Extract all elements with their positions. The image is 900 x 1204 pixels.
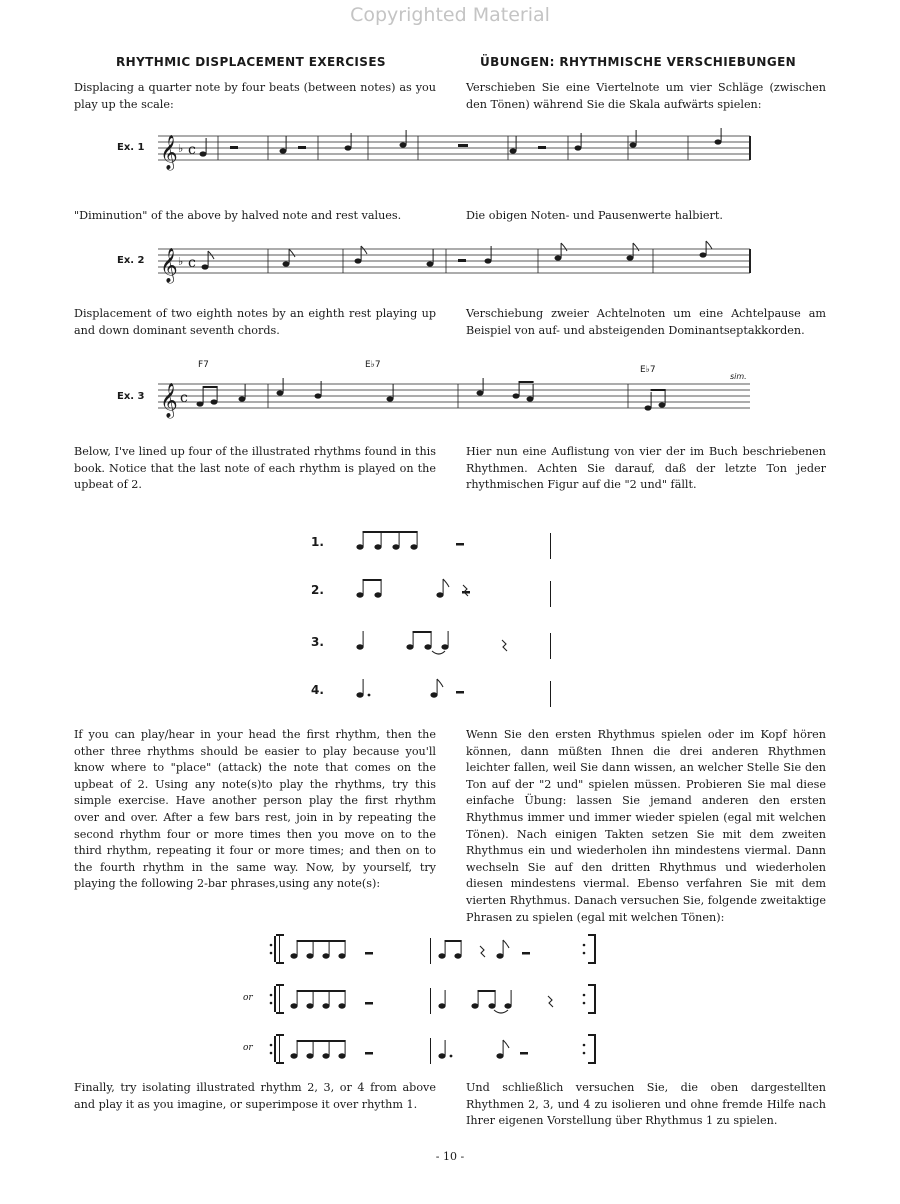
svg-text:𝄞: 𝄞 [160, 248, 178, 283]
rhythm-3-label: 3. [311, 635, 324, 649]
paragraph-de-4: Hier nun eine Auflistung von vier der im Buch beschriebenen Rhythmen. Achten Sie darauf, daß der letzte Ton jeder rhythmischen Figur auf die "2 und" fällt. [466, 445, 826, 492]
paragraph-de-3: Verschiebung zweier Achtelnoten um eine Achtelpause am Beispiel von auf- und absteigenden Dominantseptakkorden. [466, 307, 826, 337]
paragraph-de-5: Wenn Sie den ersten Rhythmus spielen oder im Kopf hören können, dann müßten Ihnen die drei anderen Rhythmen leichter fallen, weil Sie dann wissen, an welcher Stelle Sie den Ton auf der "2 und" spielen müssen. Probieren Sie mal diese einfache Übung: lassen Sie jemand anderen den ersten Rhythmus immer und immer wieder spielen (egal mit welchen Tönen). Nach einigen Takten setzen Sie mit dem zweiten Rhythmus ein und wiederholen ihn mindestens viermal. Dann wechseln Sie auf den dritten Rhythmus und wiederholen diesen mindestens viermal. Ebenso verfahren Sie mit dem vierten Rhythmus. Danach versuchen Sie, folgende zweitaktige Phrasen zu spielen (egal mit welchen Tönen): [466, 728, 826, 924]
rhythm-4-label: 4. [311, 683, 324, 697]
two-bar-phrases [270, 928, 610, 1068]
paragraph-en-3: Displacement of two eighth notes by an eighth rest playing up and down dominant seventh chords. [74, 307, 436, 337]
svg-text:♭: ♭ [178, 142, 184, 155]
example-3-staff [158, 376, 758, 426]
chord-f7: F7 [198, 360, 209, 370]
paragraph-en-2: "Diminution" of the above by halved note and rest values. [74, 209, 402, 222]
svg-text:c: c [188, 255, 196, 271]
or-label-1: or [243, 993, 253, 1003]
heading-german: ÜBUNGEN: RHYTHMISCHE VERSCHIEBUNGEN [480, 55, 797, 69]
paragraph-en-1: Displacing a quarter note by four beats (between notes) as you play up the scale: [74, 81, 436, 111]
rhythm-figures [350, 525, 565, 710]
svg-text:𝄞: 𝄞 [160, 383, 178, 418]
page-number: - 10 - [435, 1150, 465, 1163]
svg-text:𝄞: 𝄞 [160, 135, 178, 170]
svg-text:c: c [180, 390, 188, 406]
paragraph-en-5: If you can play/hear in your head the first rhythm, then the other three rhythms should be easier to play because you'll know where to "place" (attack) the note that comes on the upbeat of 2. Using any note(s)to play the rhythms, try this simple exercise. Have another person play the first rhythm over and over. After a few bars rest, join in by repeating the second rhythm four or more times then you move on to the third rhythm, repeating it four or more times; and then on to the fourth rhythm in the same way. Now, by yourself, try playing the following 2-bar phrases,using any note(s): [74, 728, 436, 891]
svg-text:♭: ♭ [178, 255, 184, 268]
sim-marking: sim. [730, 372, 747, 381]
svg-text:c: c [188, 142, 196, 158]
rhythm-1-label: 1. [311, 535, 324, 549]
heading-english: RHYTHMIC DISPLACEMENT EXERCISES [116, 55, 386, 69]
rhythm-2-label: 2. [311, 583, 324, 597]
watermark: Copyrighted Material [350, 4, 550, 26]
or-label-2: or [243, 1043, 253, 1053]
paragraph-de-2: Die obigen Noten- und Pausenwerte halbiert. [466, 209, 723, 222]
chord-eb7-2: E♭7 [640, 365, 656, 375]
chord-eb7-1: E♭7 [365, 360, 381, 370]
paragraph-de-6: Und schließlich versuchen Sie, die oben dargestellten Rhythmen 2, 3, und 4 zu isolieren und ohne fremde Hilfe nach Ihrer eigenen Vorstellung über Rhythmus 1 zu spielen. [466, 1081, 826, 1128]
example-1-staff [158, 128, 758, 178]
paragraph-en-6: Finally, try isolating illustrated rhythm 2, 3, or 4 from above and play it as you imagine, or superimpose it over rhythm 1. [74, 1081, 436, 1111]
paragraph-de-1: Verschieben Sie eine Viertelnote um vier Schläge (zwischen den Tönen) während Sie die Skala aufwärts spielen: [466, 81, 826, 111]
example-1-label: Ex. 1 [117, 142, 145, 153]
example-3-label: Ex. 3 [117, 391, 145, 402]
example-2-label: Ex. 2 [117, 255, 145, 266]
paragraph-en-4: Below, I've lined up four of the illustrated rhythms found in this book. Notice that the last note of each rhythm is played on the upbeat of 2. [74, 445, 436, 492]
example-2-staff [158, 241, 758, 291]
